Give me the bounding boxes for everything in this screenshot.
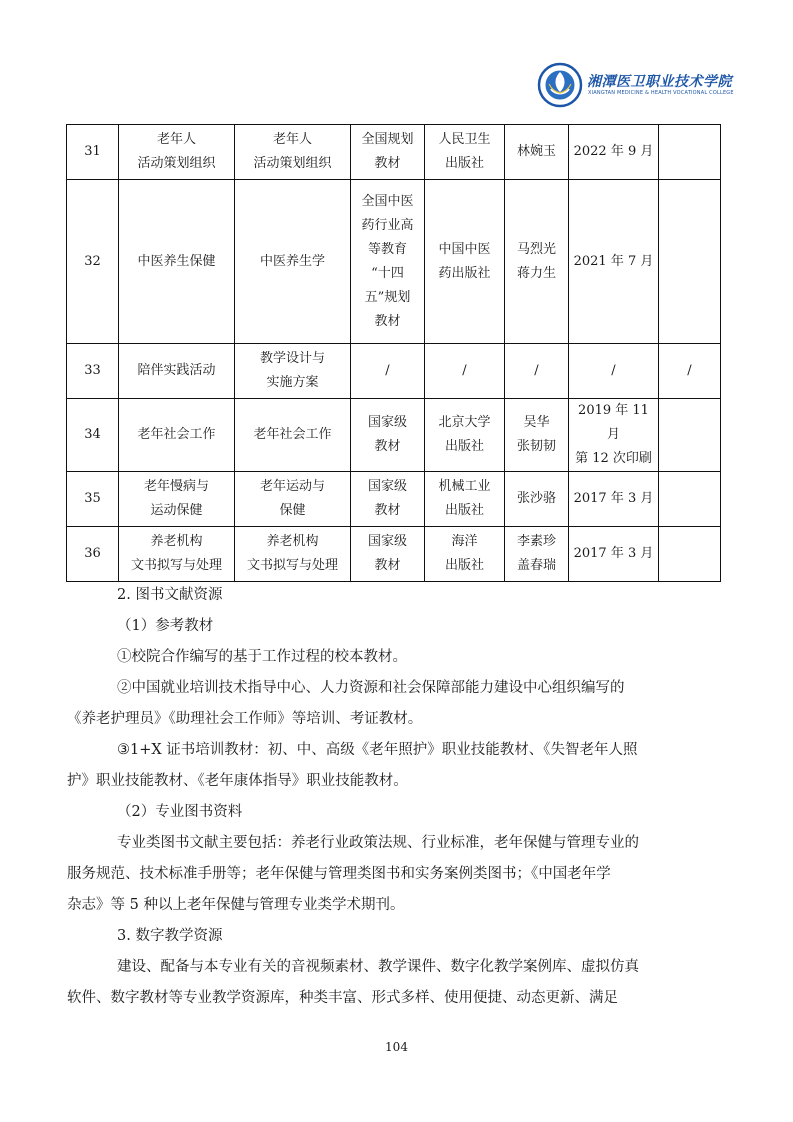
college-emblem-icon	[537, 62, 583, 108]
table-row	[67, 180, 721, 344]
publisher: 中国中医 药出版社	[425, 180, 505, 344]
extra-cell	[659, 180, 721, 344]
textbook-name: 老年人 活动策划组织	[235, 125, 351, 180]
paragraph-line: ③1+X 证书培训教材：初、中、高级《老年照护》职业技能教材、《失智老年人照	[117, 742, 638, 758]
paragraph-line: 专业类图书文献主要包括：养老行业政策法规、行业标准，老年保健与管理专业的	[117, 835, 639, 851]
textbook-name: 养老机构 文书拟写与处理	[235, 527, 351, 582]
extra-cell: /	[659, 344, 721, 399]
textbook-name: 教学设计与 实施方案	[235, 344, 351, 399]
paragraph-line: 软件、数字教材等专业教学资源库，种类丰富、形式多样、使用便捷、动态更新、满足	[67, 990, 618, 1006]
table-row	[67, 125, 721, 180]
row-number: 31	[67, 125, 119, 180]
textbook-type: 全国规划 教材	[351, 125, 425, 180]
page-number: 104	[385, 1040, 408, 1054]
extra-cell	[659, 472, 721, 527]
publisher: 海洋 出版社	[425, 527, 505, 582]
section-heading: 3. 数字教学资源	[117, 928, 223, 944]
textbook-type: 国家级 教材	[351, 472, 425, 527]
college-name: 湘潭医卫职业技术学院	[587, 74, 732, 90]
textbook-name: 老年运动与 保健	[235, 472, 351, 527]
row-number: 35	[67, 472, 119, 527]
row-number: 34	[67, 399, 119, 472]
college-logo	[537, 62, 734, 114]
course-name: 中医养生保健	[119, 180, 235, 344]
editor: 林婉玉	[505, 125, 569, 180]
paragraph-line: ②中国就业培训技术指导中心、人力资源和社会保障部能力建设中心组织编写的	[117, 680, 625, 696]
course-name: 老年慢病与 运动保健	[119, 472, 235, 527]
table-row	[67, 527, 721, 582]
paragraph-line: 《养老护理员》《助理社会工作师》等培训、考证教材。	[67, 711, 423, 727]
publisher: 人民卫生 出版社	[425, 125, 505, 180]
textbook-type: /	[351, 344, 425, 399]
publish-date: 2017 年 3 月	[569, 527, 659, 582]
editor: /	[505, 344, 569, 399]
publisher: 北京大学 出版社	[425, 399, 505, 472]
course-name: 老年社会工作	[119, 399, 235, 472]
textbook-type: 国家级 教材	[351, 399, 425, 472]
textbook-table	[66, 124, 721, 582]
paragraph-line: 服务规范、技术标准手册等；老年保健与管理类图书和实务案例类图书；《中国老年学	[67, 866, 611, 882]
publish-date: 2019 年 11 月 第 12 次印刷	[569, 399, 659, 472]
row-number: 32	[67, 180, 119, 344]
publish-date: /	[569, 344, 659, 399]
section-heading: 2. 图书文献资源	[117, 587, 223, 603]
extra-cell	[659, 125, 721, 180]
textbook-type: 国家级 教材	[351, 527, 425, 582]
subsection-heading: （1）参考教材	[117, 618, 214, 634]
editor: 张沙骆	[505, 472, 569, 527]
row-number: 33	[67, 344, 119, 399]
publish-date: 2021 年 7 月	[569, 180, 659, 344]
publish-date: 2017 年 3 月	[569, 472, 659, 527]
textbook-name: 老年社会工作	[235, 399, 351, 472]
extra-cell	[659, 527, 721, 582]
subsection-heading: （2）专业图书资料	[117, 804, 243, 820]
paragraph-line: 护》职业技能教材、《老年康体指导》职业技能教材。	[67, 773, 408, 789]
course-name: 养老机构 文书拟写与处理	[119, 527, 235, 582]
college-name-english: XIANGTAN MEDICINE & HEALTH VOCATIONAL COLLEGE	[588, 90, 734, 96]
course-name: 陪伴实践活动	[119, 344, 235, 399]
paragraph-line: ①校院合作编写的基于工作过程的校本教材。	[117, 649, 407, 665]
textbook-type: 全国中医 药行业高 等教育 “十四 五”规划 教材	[351, 180, 425, 344]
publisher: /	[425, 344, 505, 399]
publish-date: 2022 年 9 月	[569, 125, 659, 180]
editor: 马烈光 蒋力生	[505, 180, 569, 344]
publisher: 机械工业 出版社	[425, 472, 505, 527]
row-number: 36	[67, 527, 119, 582]
body-text	[67, 580, 719, 1014]
textbook-name: 中医养生学	[235, 180, 351, 344]
editor: 吴华 张韧韧	[505, 399, 569, 472]
course-name: 老年人 活动策划组织	[119, 125, 235, 180]
extra-cell	[659, 399, 721, 472]
table-row	[67, 399, 721, 472]
table-row	[67, 344, 721, 399]
editor: 李素珍 盖春瑞	[505, 527, 569, 582]
table-row	[67, 472, 721, 527]
paragraph-line: 杂志》等 5 种以上老年保健与管理专业类学术期刊。	[67, 897, 405, 913]
paragraph-line: 建设、配备与本专业有关的音视频素材、教学课件、数字化教学案例库、虚拟仿真	[117, 959, 639, 975]
